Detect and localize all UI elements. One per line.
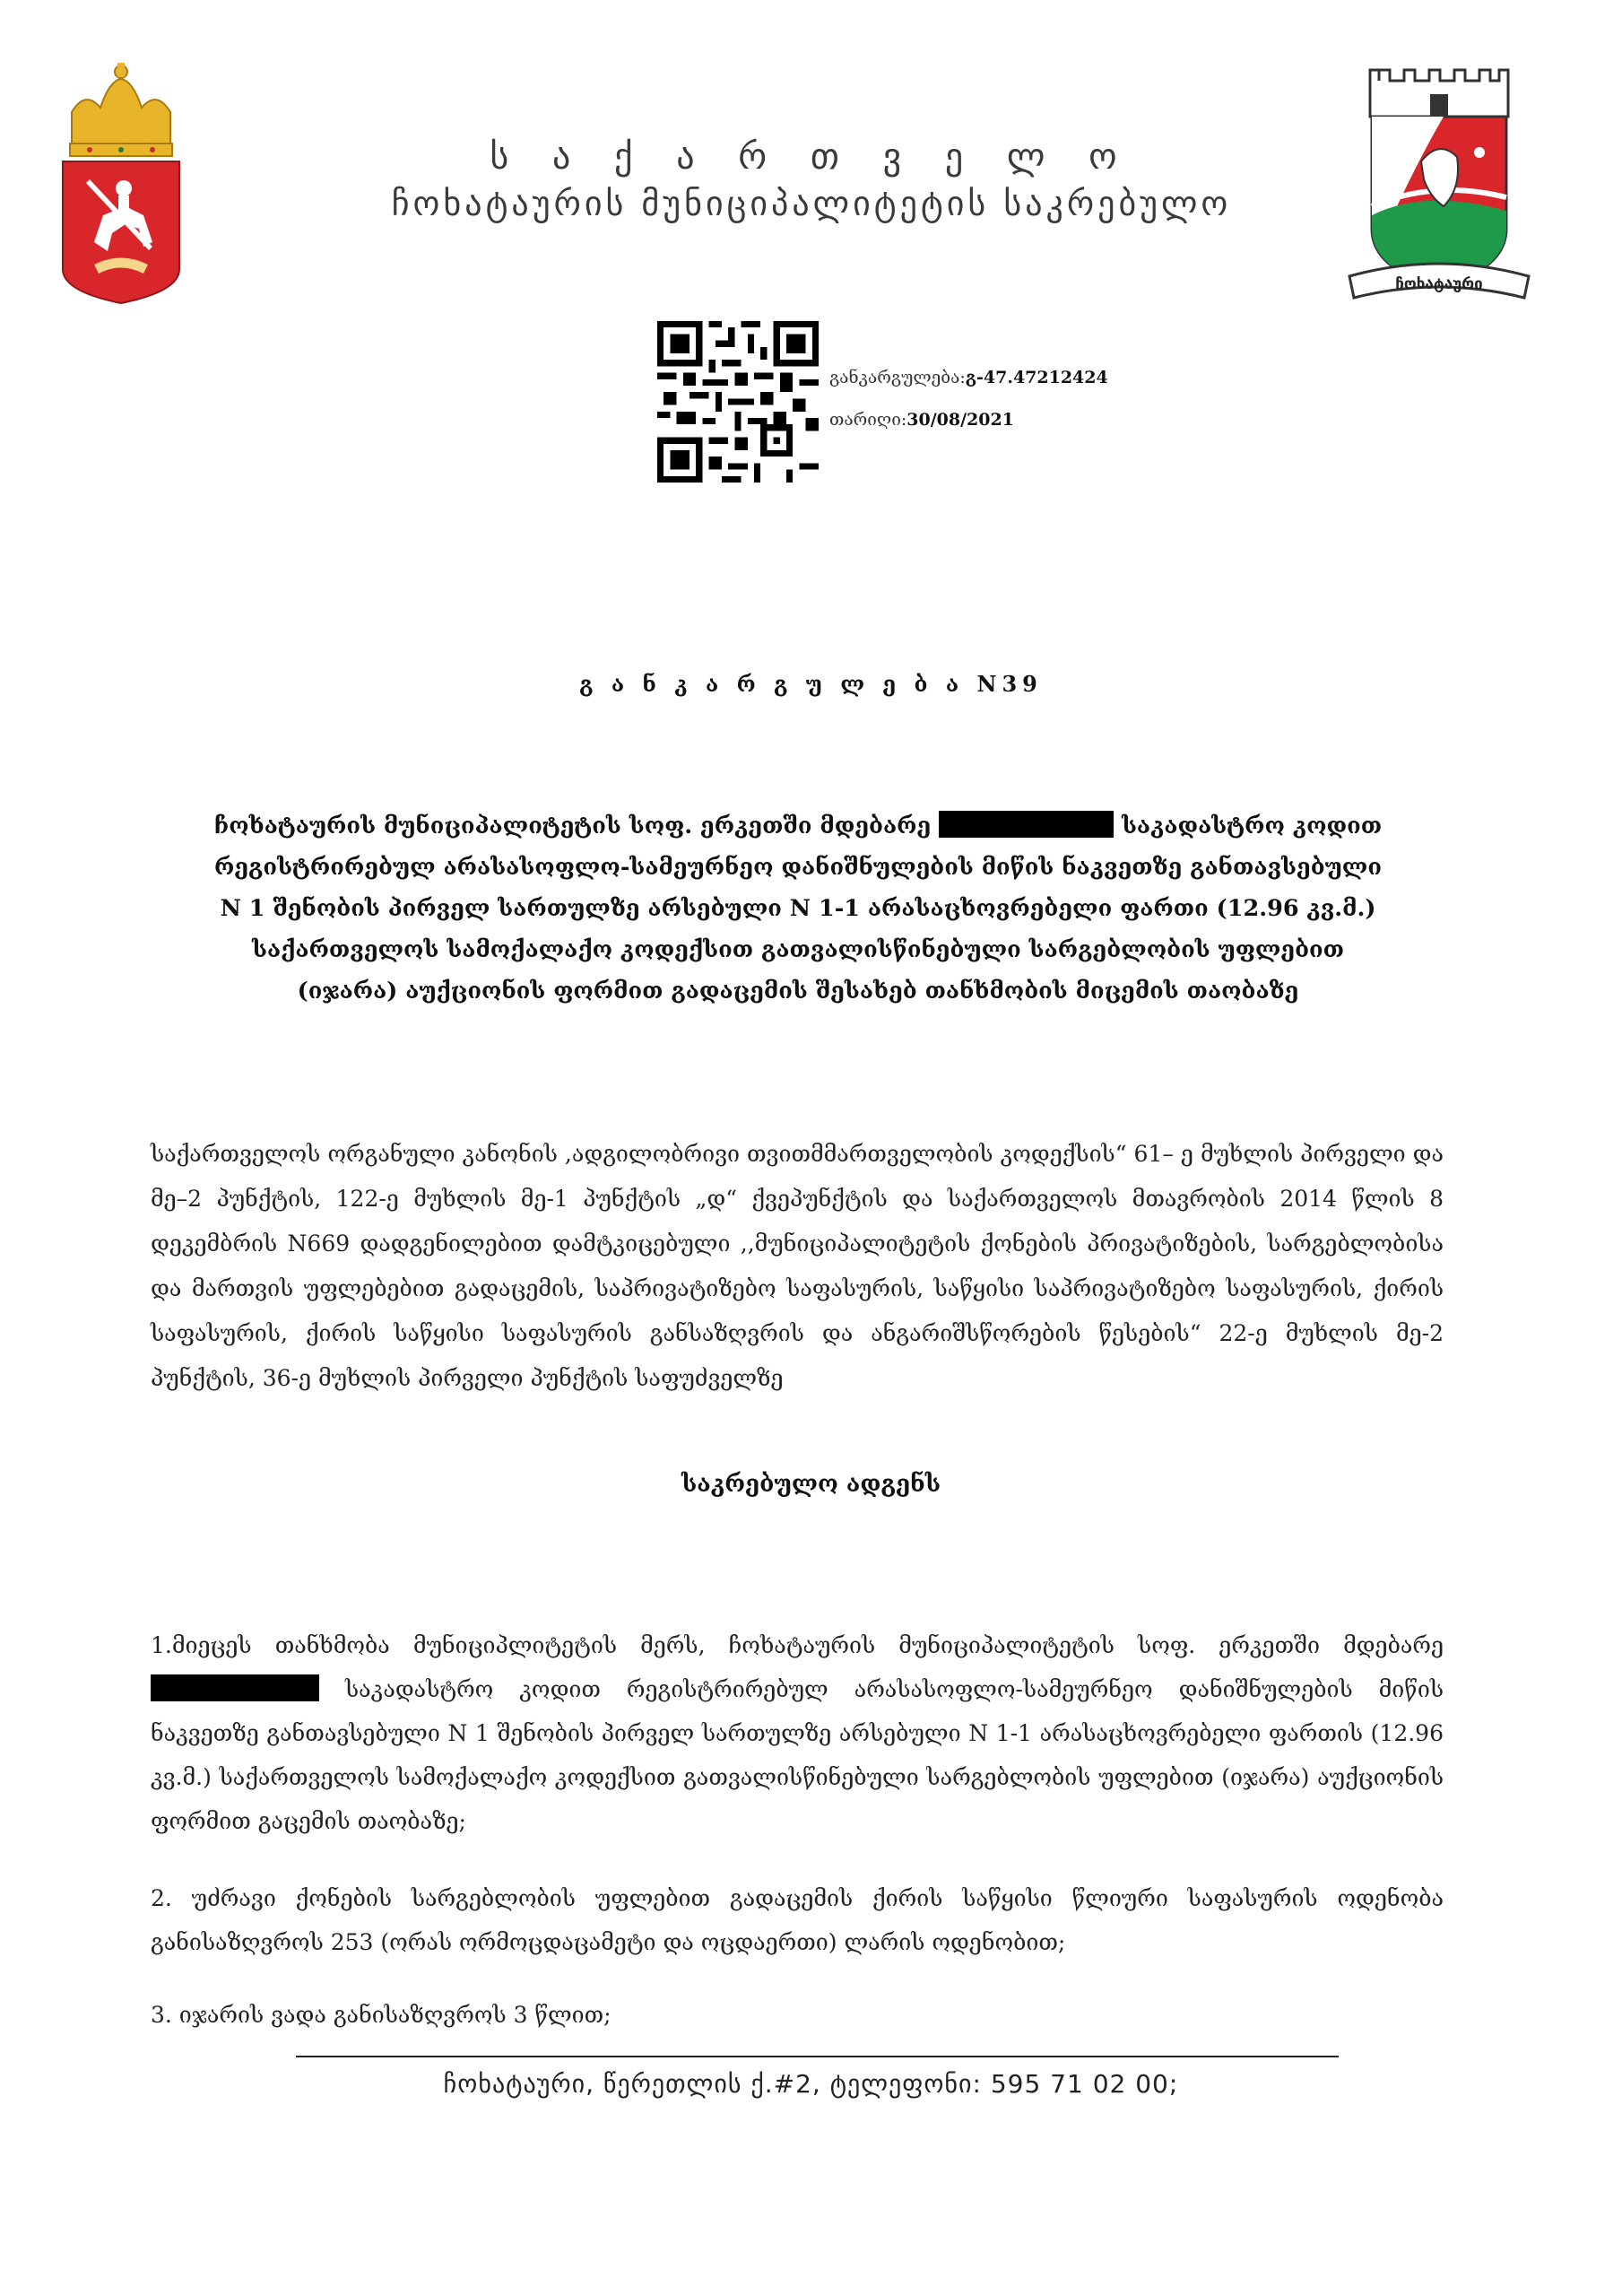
item-1-rest [151, 1667, 1444, 1843]
footer-divider [296, 2056, 1339, 2057]
subject-line-2: რეგისტრირებულ არასასოფლო-სამეურნეო დანიშნულების მიწის ნაკვეთზე განთავსებული [213, 854, 1382, 881]
item-1-first-line: 1.მიეცეს თანხმობა მუნიციპლიტეტის მერს, ჩოხატაურის მუნიციპალიტეტის სოფ. ერკეთში მდებარე [151, 1632, 1444, 1658]
subject-line-5: (იჯარა) აუქციონის ფორმით გადაცემის შესახებ თანხმობის მიცემის თაობაზე [297, 978, 1299, 1004]
decision-item-1 [151, 1623, 1444, 1843]
decides-heading: საკრებულო ადგენს [681, 1471, 941, 1498]
redacted-cadastral-code [939, 811, 1114, 838]
decision-number-label: განკარგულება: [829, 368, 966, 387]
subject-part-2: საკადასტრო კოდით [1121, 813, 1383, 839]
preamble-paragraph: საქართველოს ორგანული კანონის ,ადგილობრივი თვითმმართველობის კოდექსის“ 61– ე მუხლის პირველი და მე–2 პუნქტის, 122-ე მუხლის მე-1 პუნქტის „დ“ ქვეპუნქტის და საქართველოს მთავრობის 2014 წლის 8 დეკემბრის N669 დადგენილებით დამტკიცებული ,,მუნიციპალიტეტის ქონების პრივატიზების, სარგებლობისა და მართვის უფლებებით გადაცემის, საპრივატიზებო საფასურის, საწყისი საპრივატიზებო საფასურის, ქირის საფასურის, ქირის საწყისი საფასურის განსაზღვრის და ანგარიშსწორების წესების“ 22-ე მუხლის მე-2 პუნქტის, 36-ე მუხლის პირველი პუნქტის საფუძველზე [151, 1141, 1444, 1391]
qr-code-icon [657, 321, 819, 483]
subject-line-4: საქართველოს სამოქალაქო კოდექსით გათვალისწინებული სარგებლობის უფლებით [251, 936, 1345, 963]
subject-line-1 [152, 805, 1444, 847]
decision-title: გ ა ნ კ ა რ გ უ ლ ე ბ ა N39 [579, 671, 1043, 697]
decision-number-value: გ-47.47212424 [965, 368, 1108, 387]
footer-address: ჩოხატაური, წერეთლის ქ.#2, ტელეფონი: 595 71 02 00; [443, 2069, 1179, 2099]
decision-date-label: თარიღი: [829, 410, 907, 430]
country-name: ს ა ქ ა რ თ ვ ე ლ ო [490, 136, 1133, 178]
item-1-rest-text: საკადასტრო კოდით რეგისტრირებულ არასასოფლო-სამეურნეო დანიშნულების მიწის ნაკვეთზე განთავსებული N 1 შენობის პირველ სართულზე არსებული N 1-1 არასაცხოვრებელი ფართის (12.96 კვ.მ.) საქართველოს სამოქალაქო კოდექსით გათვალისწინებული სარგებლობის უფლებით (იჯარა) აუქციონის ფორმით გაცემის თაობაზე; [151, 1676, 1444, 1834]
redacted-cadastral-code [151, 1674, 319, 1701]
subject-part-1: ჩოხატაურის მუნიციპალიტეტის სოფ. ერკეთში მდებარე [213, 813, 932, 839]
subject-line-3: N 1 შენობის პირველ სართულზე არსებული N 1-1 არასაცხოვრებელი ფართი (12.96 კვ.მ.) [220, 895, 1376, 922]
council-name: ჩოხატაურის მუნიციპალიტეტის საკრებულო [391, 184, 1232, 223]
decision-number [829, 368, 1108, 387]
decision-item-3: 3. იჯარის ვადა განისაზღვროს 3 წლით; [151, 2002, 612, 2028]
georgia-coat-of-arms-icon [54, 63, 188, 305]
decision-date-value: 30/08/2021 [906, 410, 1014, 430]
decision-subject [152, 805, 1444, 1012]
decision-date [829, 410, 1014, 430]
emblem-ribbon-text: ჩოხატაური [1395, 275, 1483, 293]
decision-item-2: 2. უძრავი ქონების სარგებლობის უფლებით გადაცემის ქირის საწყისი წლიური საფასურის ოდენობა განისაზღვროს 253 (ორას ორმოცდაცამეტი და ოცდაერთი) ლარის ოდენობით; [151, 1885, 1444, 1955]
chokhatauri-emblem-icon [1345, 63, 1533, 309]
